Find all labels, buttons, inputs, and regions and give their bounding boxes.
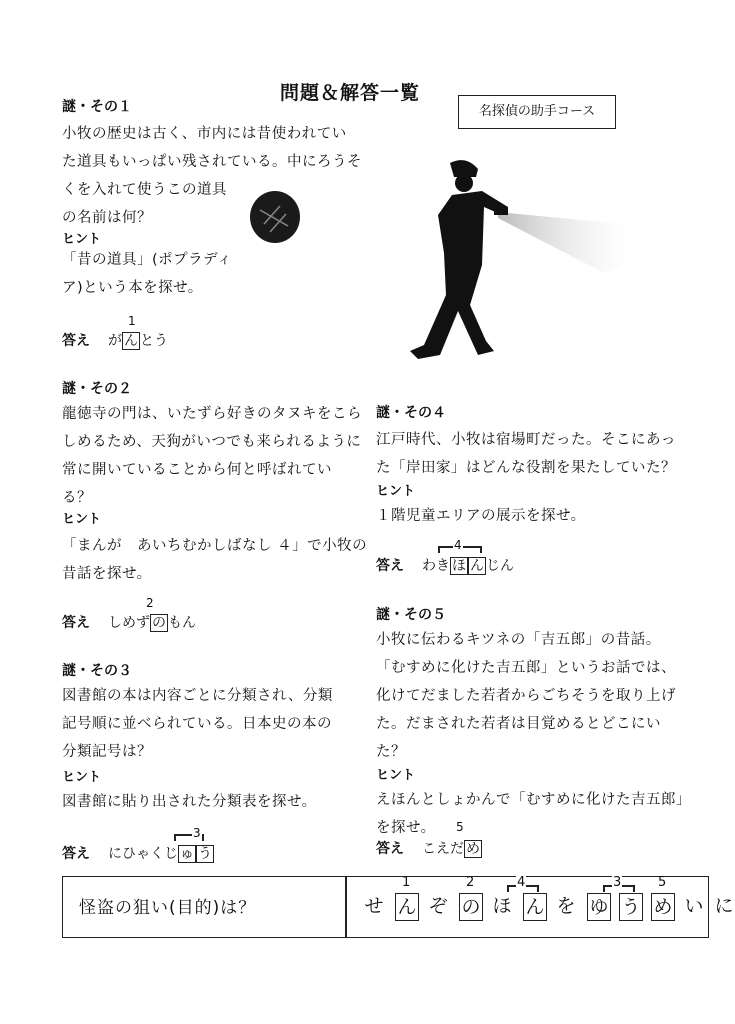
divider bbox=[345, 877, 347, 937]
riddle-1-hint-line: ア)という本を探せ。 bbox=[62, 280, 203, 296]
riddle-3-heading: 謎・その３ bbox=[62, 663, 132, 679]
answer-label: 答え bbox=[62, 846, 90, 862]
riddle-3-hint-label: ヒント bbox=[62, 770, 102, 785]
riddle-5-answer-number: 5 bbox=[456, 820, 464, 834]
final-number: 5 bbox=[658, 875, 667, 890]
final-number: 4 bbox=[517, 875, 526, 890]
detective-silhouette-icon bbox=[398, 155, 644, 365]
answer-box: ゅ bbox=[180, 846, 194, 862]
riddle-3-line: 記号順に並べられている。日本史の本の bbox=[62, 716, 332, 732]
riddle-2-hint-label: ヒント bbox=[62, 512, 102, 527]
final-char-box: ゆ bbox=[587, 893, 611, 921]
riddle-5-line: 「むすめに化けた吉五郎」というお話では、 bbox=[376, 660, 676, 676]
riddle-5-line: 化けてだました若者からごちそうを取り上げ bbox=[376, 688, 676, 704]
riddle-4-answer-number: 4 bbox=[454, 538, 462, 552]
riddle-5-hint-line: を探せ。 bbox=[376, 820, 436, 836]
final-char-box: め bbox=[651, 893, 675, 921]
answer-label: 答え bbox=[62, 333, 90, 349]
riddle-5-answer: 答え こえだ め bbox=[376, 841, 480, 857]
riddle-5-hint-line: えほんとしょかんで「むすめに化けた吉五郎」 bbox=[376, 792, 691, 808]
riddle-4-line: た「岸田家」はどんな役割を果たしていた？ bbox=[376, 460, 676, 476]
riddle-3-line: 分類記号は？ bbox=[62, 744, 152, 760]
riddle-2-answer-number: 2 bbox=[146, 596, 154, 610]
final-char-box: う bbox=[619, 893, 643, 921]
riddle-4-hint-label: ヒント bbox=[376, 484, 416, 499]
riddle-2-line: 常に開いていることから何と呼ばれてい bbox=[62, 462, 332, 478]
riddle-5-line: 小牧に伝わるキツネの「吉五郎」の昔話。 bbox=[376, 632, 661, 648]
riddle-1-line: 小牧の歴史は古く、市内には昔使われてい bbox=[62, 126, 347, 142]
answer-box: ん bbox=[124, 333, 138, 349]
riddle-5-line: た？ bbox=[376, 744, 406, 760]
riddle-2-heading: 謎・その２ bbox=[62, 381, 132, 397]
answer-box: ん bbox=[470, 558, 484, 574]
riddle-5-heading: 謎・その５ bbox=[376, 607, 446, 623]
riddle-1-line: た道具もいっぱい残されている。中にろうそ bbox=[62, 154, 362, 170]
riddle-2-hint-line: 「まんが あいちむかしばなし ４」で小牧の bbox=[62, 538, 368, 554]
answer-label: 答え bbox=[376, 841, 404, 857]
riddle-4-line: 江戸時代、小牧は宿場町だった。そこにあっ bbox=[376, 432, 676, 448]
final-char: に bbox=[714, 895, 734, 917]
final-number: 1 bbox=[402, 875, 411, 890]
course-label: 名探偵の助手コース bbox=[458, 95, 616, 129]
final-char: を bbox=[556, 895, 576, 917]
final-char: せ bbox=[364, 895, 384, 917]
riddle-5-hint-label: ヒント bbox=[376, 768, 416, 783]
final-char-box: ん bbox=[395, 893, 419, 921]
riddle-2-line: しめるため、天狗がいつでも来られるように bbox=[62, 434, 362, 450]
final-char: い bbox=[684, 895, 704, 917]
riddle-4-heading: 謎・その４ bbox=[376, 405, 446, 421]
riddle-3-answer: 答え にひゃくじ ゅ う bbox=[62, 846, 212, 862]
riddle-3-answer-number: 3 bbox=[193, 826, 201, 840]
final-char: ほ bbox=[492, 895, 512, 917]
riddle-4-hint-line: １階児童エリアの展示を探せ。 bbox=[376, 508, 586, 524]
answer-label: 答え bbox=[62, 615, 90, 631]
riddle-1-line: くを入れて使うこの道具 bbox=[62, 182, 227, 198]
final-char-box: ん bbox=[523, 893, 547, 921]
riddle-1-hint-label: ヒント bbox=[62, 232, 102, 247]
riddle-1-line: の名前は何？ bbox=[62, 210, 152, 226]
riddle-1-answer: 答え が ん とう bbox=[62, 333, 168, 349]
riddle-5-line: た。だまされた若者は目覚めるとどこにい bbox=[376, 716, 661, 732]
final-char-box: の bbox=[459, 893, 483, 921]
riddle-2-line: る？ bbox=[62, 490, 92, 506]
answer-box: の bbox=[152, 615, 166, 631]
riddle-1-heading: 謎・その１ bbox=[62, 99, 132, 115]
riddle-4-answer: 答え わき ほ ん じん bbox=[376, 558, 514, 574]
final-char: ぞ bbox=[428, 895, 448, 917]
final-number: 2 bbox=[466, 875, 475, 890]
riddle-1-answer-number: 1 bbox=[128, 314, 136, 328]
answer-box: ほ bbox=[452, 558, 466, 574]
answer-box: め bbox=[466, 841, 480, 857]
final-answer-panel bbox=[62, 875, 734, 938]
answer-label: 答え bbox=[376, 558, 404, 574]
answer-box: う bbox=[198, 846, 212, 862]
final-number: 3 bbox=[613, 875, 622, 890]
riddle-3-line: 図書館の本は内容ごとに分類され、分類 bbox=[62, 688, 333, 704]
final-question: 怪盗の狙い(目的)は？ bbox=[79, 898, 257, 918]
riddle-2-answer: 答え しめず の もん bbox=[62, 615, 196, 631]
riddle-2-hint-line: 昔話を探せ。 bbox=[62, 566, 152, 582]
riddle-2-line: 龍徳寺の門は、いたずら好きのタヌキをこら bbox=[62, 406, 362, 422]
riddle-3-hint-line: 図書館に貼り出された分類表を探せ。 bbox=[62, 794, 317, 810]
page-title: 問題＆解答一覧 bbox=[280, 82, 421, 104]
riddle-1-hint-line: 「昔の道具」(ポプラディ bbox=[62, 252, 232, 268]
